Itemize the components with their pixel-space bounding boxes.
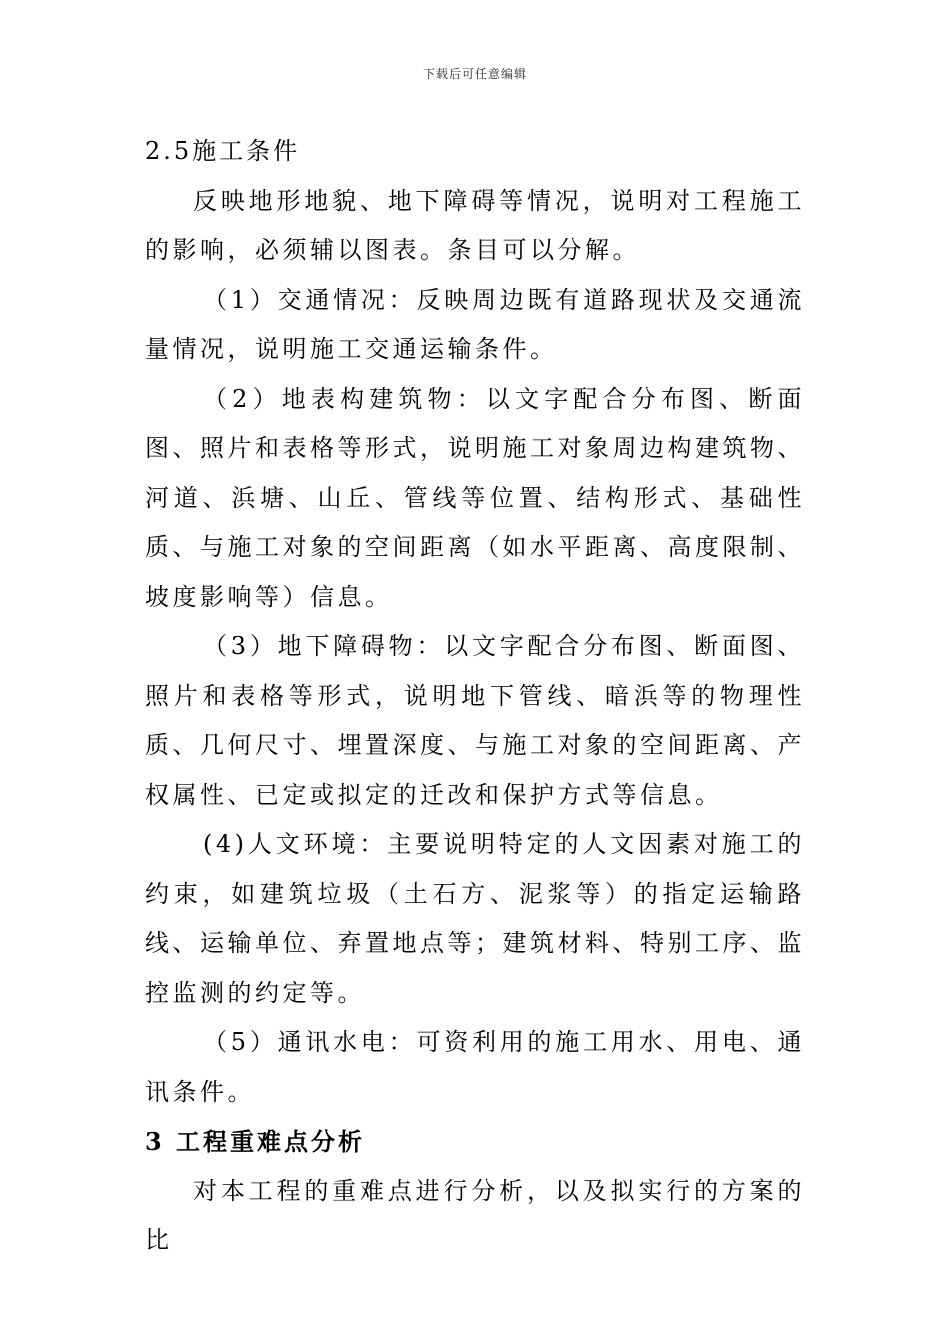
list-item-traffic: （1）交通情况：反映周边既有道路现状及交通流量情况，说明施工交通运输条件。: [145, 285, 805, 363]
list-item-underground-obstacles: （3）地下障碍物：以文字配合分布图、断面图、照片和表格等形式，说明地下管线、暗浜等的物理性质、几何尺寸、埋置深度、与施工对象的空间距离、产权属性、已定或拟定的迁改和保护方式等信息。: [145, 632, 805, 809]
list-item-cultural-environment: (4)人文环境：主要说明特定的人文因素对施工的约束，如建筑垃圾（土石方、泥浆等）的指定运输路线、运输单位、弃置地点等；建筑材料、特别工序、监控监测的约定等。: [145, 830, 805, 1007]
page-header-note: 下载后可任意编辑: [422, 67, 527, 81]
paragraph-analysis-intro: 对本工程的重难点进行分析，以及拟实行的方案的比: [145, 1176, 805, 1254]
list-item-surface-structures: （2）地表构建筑物：以文字配合分布图、断面图、照片和表格等形式，说明施工对象周边构建筑物、河道、浜塘、山丘、管线等位置、结构形式、基础性质、与施工对象的空间距离（如水平距离、高度限制、坡度影响等）信息。: [145, 384, 805, 611]
document-body: [145, 127, 805, 1266]
section-heading-construction-conditions: 2.5施工条件: [145, 137, 301, 165]
section-heading-key-difficulties: 3 工程重难点分析: [145, 1127, 366, 1156]
list-item-utilities: （5）通讯水电：可资利用的施工用水、用电、通讯条件。: [145, 1028, 805, 1106]
paragraph-intro: 反映地形地貌、地下障碍等情况，说明对工程施工的影响，必须辅以图表。条目可以分解。: [145, 186, 805, 264]
